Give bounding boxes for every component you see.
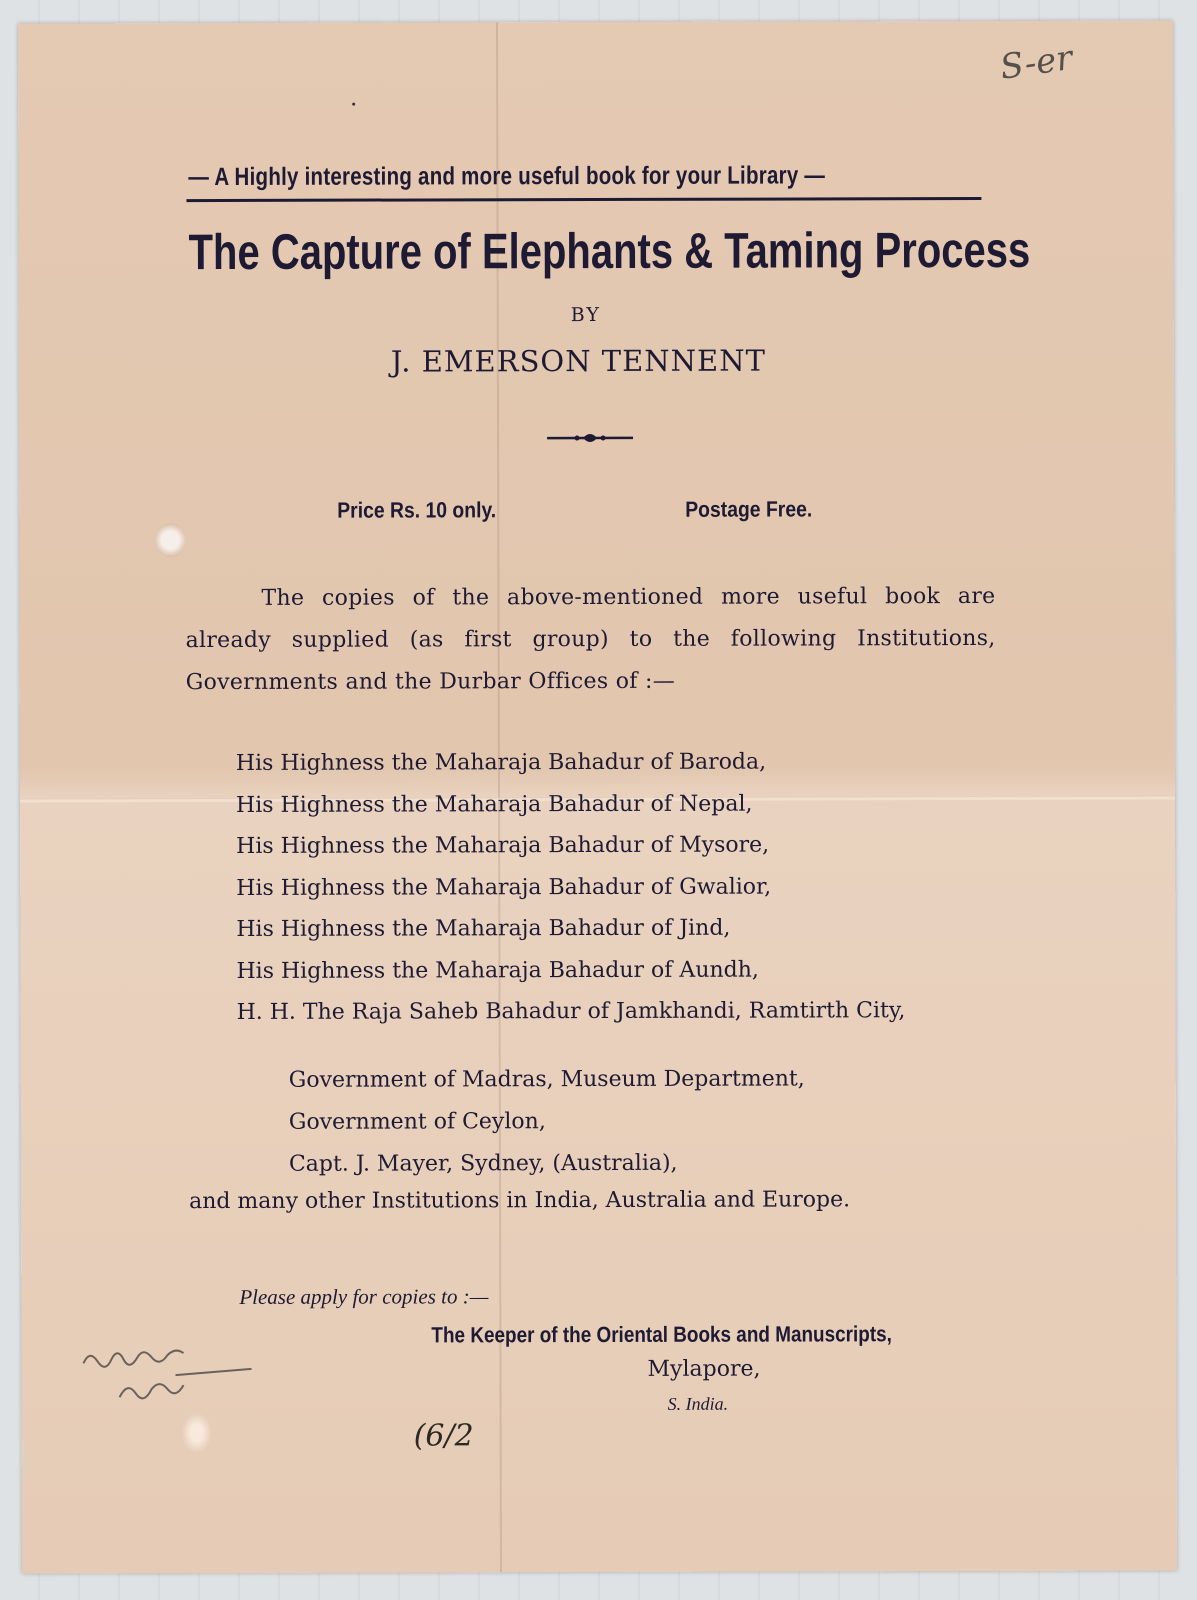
handwritten-note-bottom: (6/2 (413, 1418, 474, 1454)
list-item: His Highness the Maharaja Bahadur of Mysore, (236, 832, 770, 859)
paper-tear (182, 1413, 212, 1453)
list-item: His Highness the Maharaja Bahadur of Jind, (236, 915, 731, 942)
closing-line: and many other Institutions in India, Australia and Europe. (189, 1187, 851, 1215)
handwritten-scribble-icon (79, 1335, 259, 1405)
list-item: Government of Madras, Museum Department, (288, 1066, 805, 1093)
institutions-list (289, 1058, 805, 1185)
list-item: His Highness the Maharaja Bahadur of Gwalior, (236, 874, 772, 901)
postage-label: Postage Free. (685, 496, 813, 522)
rulers-list (236, 741, 906, 1033)
intro-paragraph: The copies of the above-mentioned more useful book are already supplied (as first group) to the following Institutions, Governments and the Durbar Offices of :— (185, 583, 996, 696)
ornament-divider-icon (547, 430, 633, 446)
punch-hole (155, 523, 185, 557)
list-item: Capt. J. Mayer, Sydney, (Australia), (288, 1150, 678, 1177)
list-item: His Highness the Maharaja Bahadur of Baroda, (235, 749, 767, 776)
handwritten-note-top: S-er (997, 37, 1075, 88)
printed-leaflet (18, 20, 1177, 1573)
address-country: S. India. (667, 1393, 729, 1414)
list-item: Government of Ceylon, (288, 1109, 546, 1135)
author-name: J. EMERSON TENNENT (390, 343, 766, 379)
list-item: His Highness the Maharaja Bahadur of Nepal, (235, 791, 753, 818)
keeper-address: The Keeper of the Oriental Books and Manuscripts, (431, 1321, 892, 1348)
apply-instruction: Please apply for copies to :— (239, 1284, 489, 1309)
by-line: BY (570, 303, 601, 327)
tagline: — A Highly interesting and more useful book for your Library — (188, 161, 826, 192)
tagline-underline (186, 197, 981, 202)
list-item: H. H. The Raja Saheb Bahadur of Jamkhandi, Ramtirth City, (236, 998, 906, 1025)
price-label: Price Rs. 10 only. (337, 497, 497, 523)
list-item: His Highness the Maharaja Bahadur of Aundh, (236, 957, 759, 984)
address-city: Mylapore, (647, 1356, 761, 1382)
ink-speck (352, 103, 355, 106)
book-title: The Capture of Elephants & Taming Process (188, 221, 1031, 281)
